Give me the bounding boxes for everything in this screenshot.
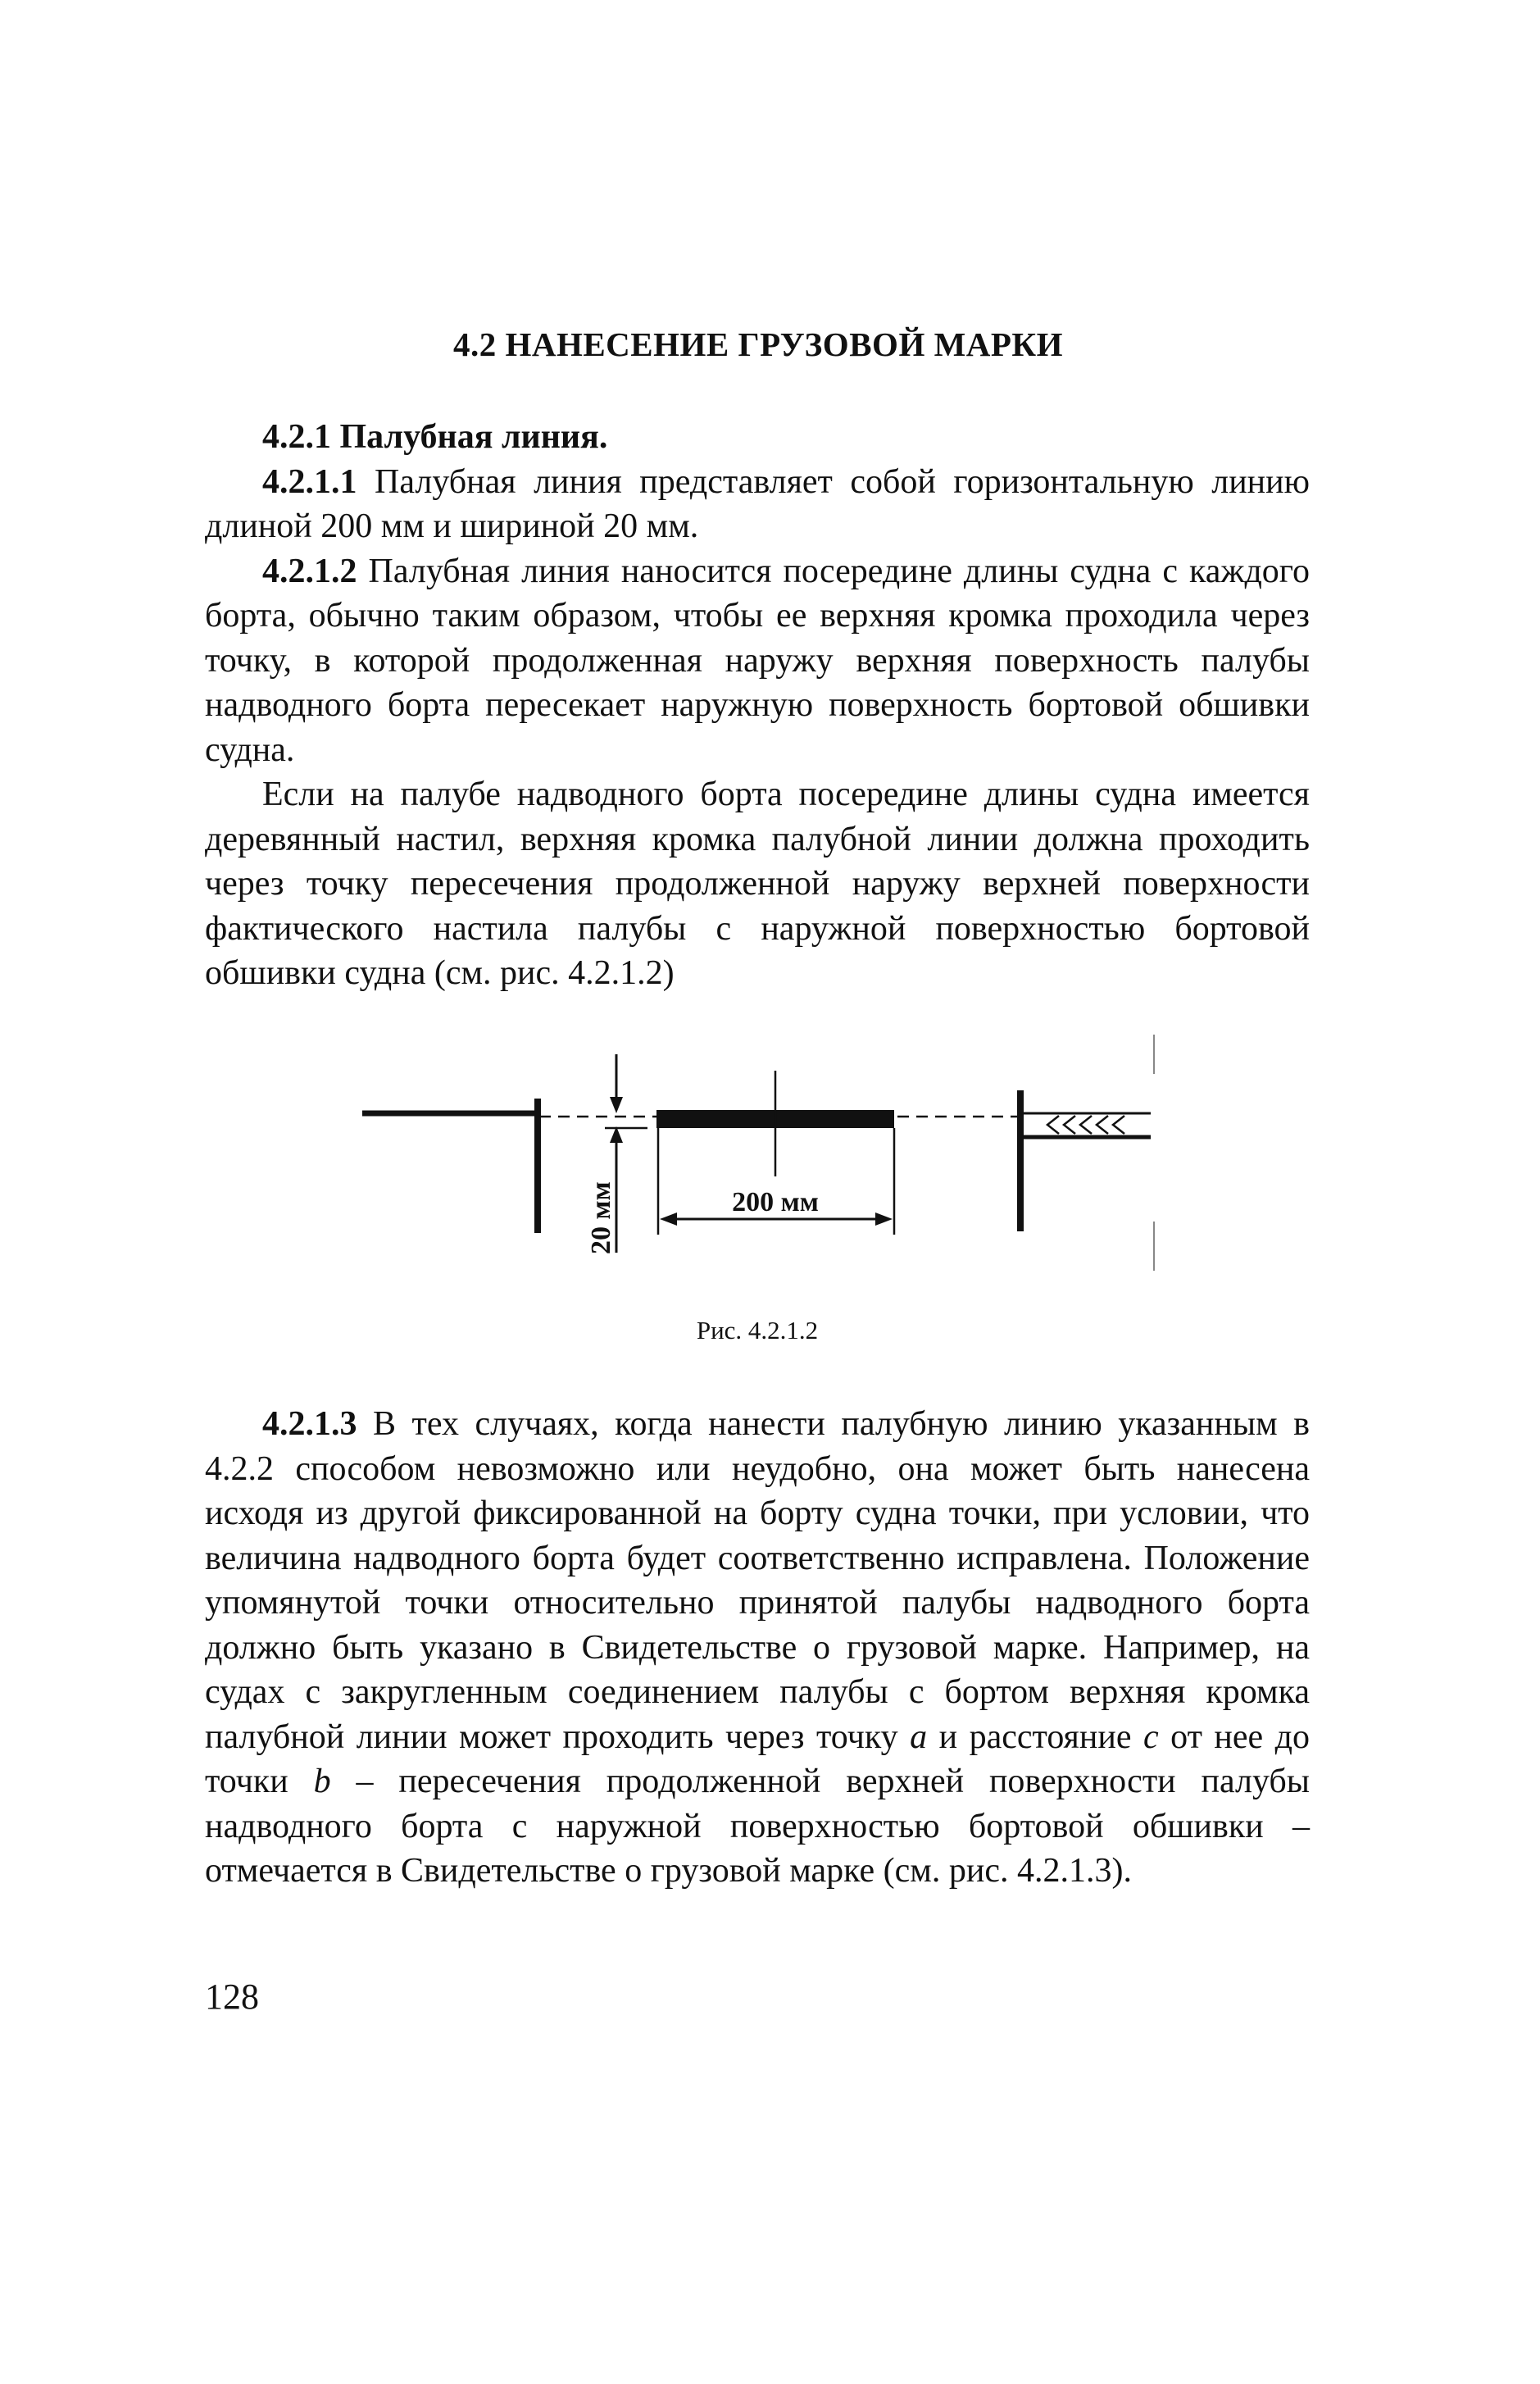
paragraph-text: Палубная линия наносится посередине длины судна с каждого борта, обычно таким образом, чтобы ее верхняя кромка проходила через точку, в которой продолженная наружу верхняя поверхность палубы надводного борта пересекает наружную поверхность бортовой обшивки судна. <box>205 552 1310 769</box>
point-a-label: a <box>910 1717 928 1756</box>
paragraph-text: Палубная линия представляет собой горизонтальную линию длиной 200 мм и шириной 20 мм. <box>205 462 1310 545</box>
paragraph-text: – пересечения продолженной верхней поверхности палубы надводного борта с наружной поверхностью бортовой обшивки – отмечается в Свидетельстве о грузовой марке (см. рис. 4.2.1.3). <box>205 1763 1311 1890</box>
section-title: 4.2 НАНЕСЕНИЕ ГРУЗОВОЙ МАРКИ <box>452 325 1064 363</box>
paragraph-4-2-1-3 <box>205 1402 1310 1894</box>
clause-number: 4.2.1.2 <box>262 552 357 590</box>
clause-number: 4.2.1.3 <box>262 1405 357 1443</box>
length-dimension-left-arrowhead <box>660 1212 677 1226</box>
paragraph-text: и расстояние <box>938 1717 1132 1756</box>
point-b-label: b <box>313 1763 331 1800</box>
paragraph-text: от нее до точки <box>205 1717 1311 1800</box>
thickness-dimension-top-arrowhead <box>610 1097 623 1113</box>
thickness-dimension-label: 20 мм <box>586 1181 616 1254</box>
distance-c-label: c <box>1143 1717 1159 1756</box>
length-dimension-label: 200 мм <box>732 1187 819 1217</box>
page-number: 128 <box>205 1977 259 2017</box>
text-block-lower <box>205 1402 1310 1894</box>
subsection-heading: 4.2.1 Палубная линия. <box>262 418 608 456</box>
wooden-sheathing-hatch <box>1047 1116 1124 1134</box>
figure-caption: Рис. 4.2.1.2 <box>696 1316 819 1344</box>
length-dimension-right-arrowhead <box>875 1212 893 1226</box>
clause-number: 4.2.1.1 <box>262 462 357 501</box>
paragraph-text: Если на палубе надводного борта посередине длины судна имеется деревянный настил, верхняя кромка палубной линии должна проходить через точку пересечения продолженной наружу верхней поверхности фактического настила палубы с наружной поверхностью бортовой обшивки судна (см. рис. 4.2.1.2) <box>205 776 1310 992</box>
paragraph-text: В тех случаях, когда нанести палубную линию указанным в 4.2.2 способом невозможно или неудобно, она может быть нанесена исходя из другой фиксированной на борту судна точки, при условии, что величина надводного борта будет соответственно исправлена. Положение упомянутой точки относительно принятой палубы надводного борта должно быть указано в Свидетельстве о грузовой марке. Например, на судах с закругленным соединением палубы с бортом верхняя кромка палубной линии может проходить через точку <box>205 1405 1311 1756</box>
